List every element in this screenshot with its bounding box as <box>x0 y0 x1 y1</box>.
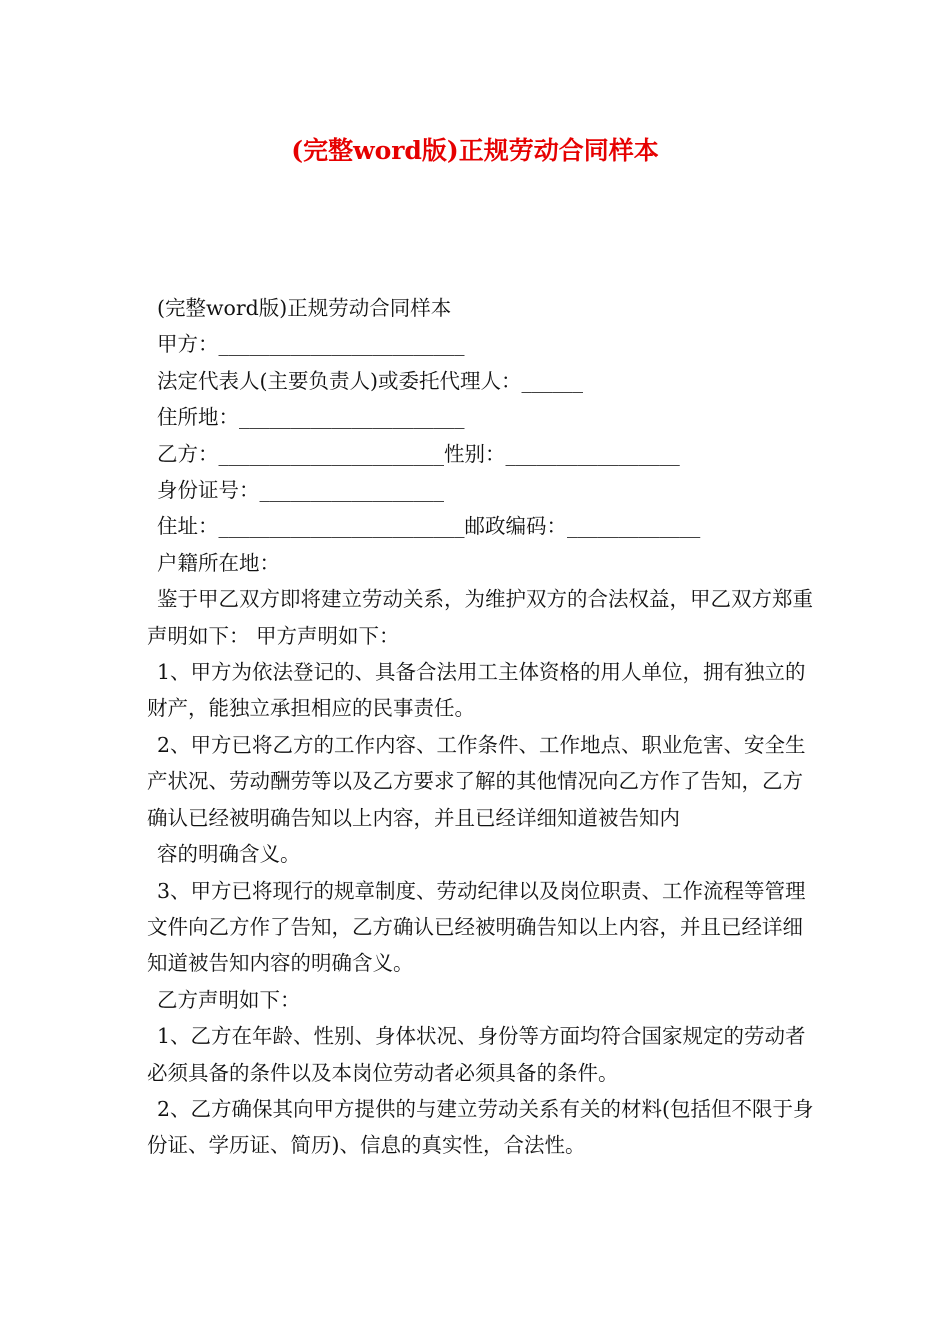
party-a-statement-3: 3、甲方已将现行的规章制度、劳动纪律以及岗位职责、工作流程等管理文件向乙方作了告知，乙方确认已经被明确告知以上内容，并且已经详细知道被告知内容的明确含义。 <box>147 878 806 976</box>
document-body <box>147 290 817 1164</box>
party-b-statement-1: 1、乙方在年龄、性别、身体状况、身份等方面均符合国家规定的劳动者必须具备的条件以及本岗位劳动者必须具备的条件。 <box>147 1024 806 1085</box>
party-a-statement-2: 2、甲方已将乙方的工作内容、工作条件、工作地点、职业危害、安全生产状况、劳动酬劳等以及乙方要求了解的其他情况向乙方作了告知，乙方确认已经被明确告知以上内容，并且已经详细知道被告知内 <box>147 732 806 830</box>
party-b-line: 乙方：______________________性别：_________________ <box>157 441 680 466</box>
party-b-heading: 乙方声明如下： <box>157 987 301 1012</box>
address-a-line: 住所地：______________________ <box>157 405 465 430</box>
document-title: (完整word版)正规劳动合同样本 <box>291 136 659 165</box>
party-a-statement-1: 1、甲方为依法登记的、具备合法用工主体资格的用人单位，拥有独立的财产，能独立承担相应的民事责任。 <box>147 660 806 721</box>
subtitle-line: (完整word版)正规劳动合同样本 <box>157 296 452 320</box>
id-number-line: 身份证号：__________________ <box>157 478 444 503</box>
legal-representative-line: 法定代表人(主要负责人)或委托代理人：______ <box>157 368 583 393</box>
preamble-paragraph: 鉴于甲乙双方即将建立劳动关系，为维护双方的合法权益，甲乙双方郑重声明如下： 甲方声明如下： <box>147 587 813 648</box>
party-a-statement-2-continued: 容的明确含义。 <box>157 842 301 867</box>
party-b-statement-2: 2、乙方确保其向甲方提供的与建立劳动关系有关的材料(包括但不限于身份证、学历证、简历)、信息的真实性，合法性。 <box>147 1096 814 1158</box>
address-b-line: 住址：________________________邮政编码：_____________ <box>157 514 701 539</box>
household-registration-line: 户籍所在地： <box>157 550 280 575</box>
party-a-line: 甲方：________________________ <box>157 332 465 357</box>
